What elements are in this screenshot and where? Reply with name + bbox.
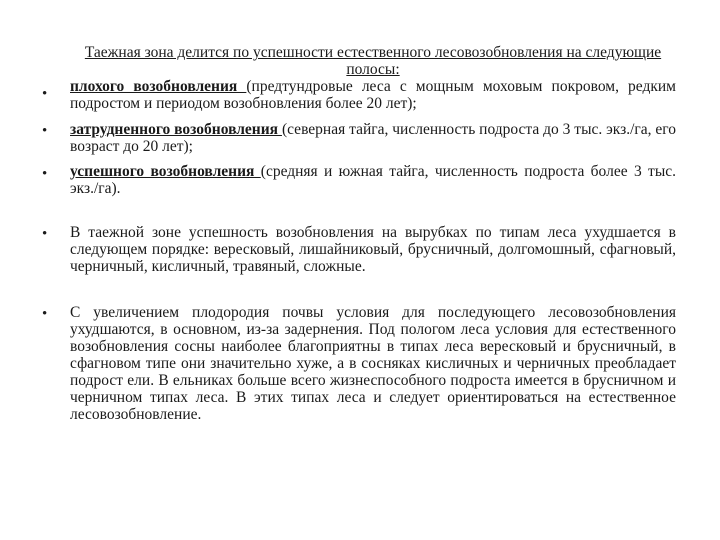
zone-description: (северная тайга, численность подроста до 3 тыс. экз./га, его возраст до 20 лет); xyxy=(70,121,676,155)
zone-heading: Таежная зона делится по успешности естественного лесовозобновления на следующие полосы: xyxy=(84,44,662,78)
zone-description: (предтундровые леса с мощным моховым покровом, редким подростом и периодом возобновления более 20 лет); xyxy=(70,78,676,112)
bullet-marker: • xyxy=(42,86,48,102)
zone-item-difficult xyxy=(70,121,676,155)
zone-term: успешного возобновления xyxy=(70,163,261,180)
zone-term: плохого возобновления xyxy=(70,78,247,95)
bullet-marker: • xyxy=(42,123,48,139)
zone-description: (средняя и южная тайга, численность подроста более 3 тыс. экз./га). xyxy=(70,163,676,197)
zone-term: затрудненного возобновления xyxy=(70,121,282,138)
bullet-marker: • xyxy=(42,166,48,182)
bullet-marker: • xyxy=(42,226,48,242)
bullet-marker: • xyxy=(42,306,48,322)
forest-types-paragraph: В таежной зоне успешность возобновления на вырубках по типам леса ухудшается в следующем порядке: вересковый, лишайниковый, брусничный, долгомошный, сфагновый, черничный, кисличный, травяный, сложные. xyxy=(70,224,676,275)
zone-item-poor xyxy=(70,78,676,112)
zone-item-successful xyxy=(70,163,676,197)
soil-fertility-paragraph: С увеличением плодородия почвы условия для последующего лесовозобновления ухудшаются, в основном, из-за задернения. Под пологом леса условия для естественного возобновления сосны наиболее благоприятны в типах леса вересковый и брусничный, в сфагновом типе они значительно хуже, а в сосняках кисличных и черничных преобладает подрост ели. В ельниках больше всего жизнеспособного подроста имеется в брусничном и черничном типах леса. В этих типах леса и следует ориентироваться на естественное лесовозобновление. xyxy=(70,304,676,423)
